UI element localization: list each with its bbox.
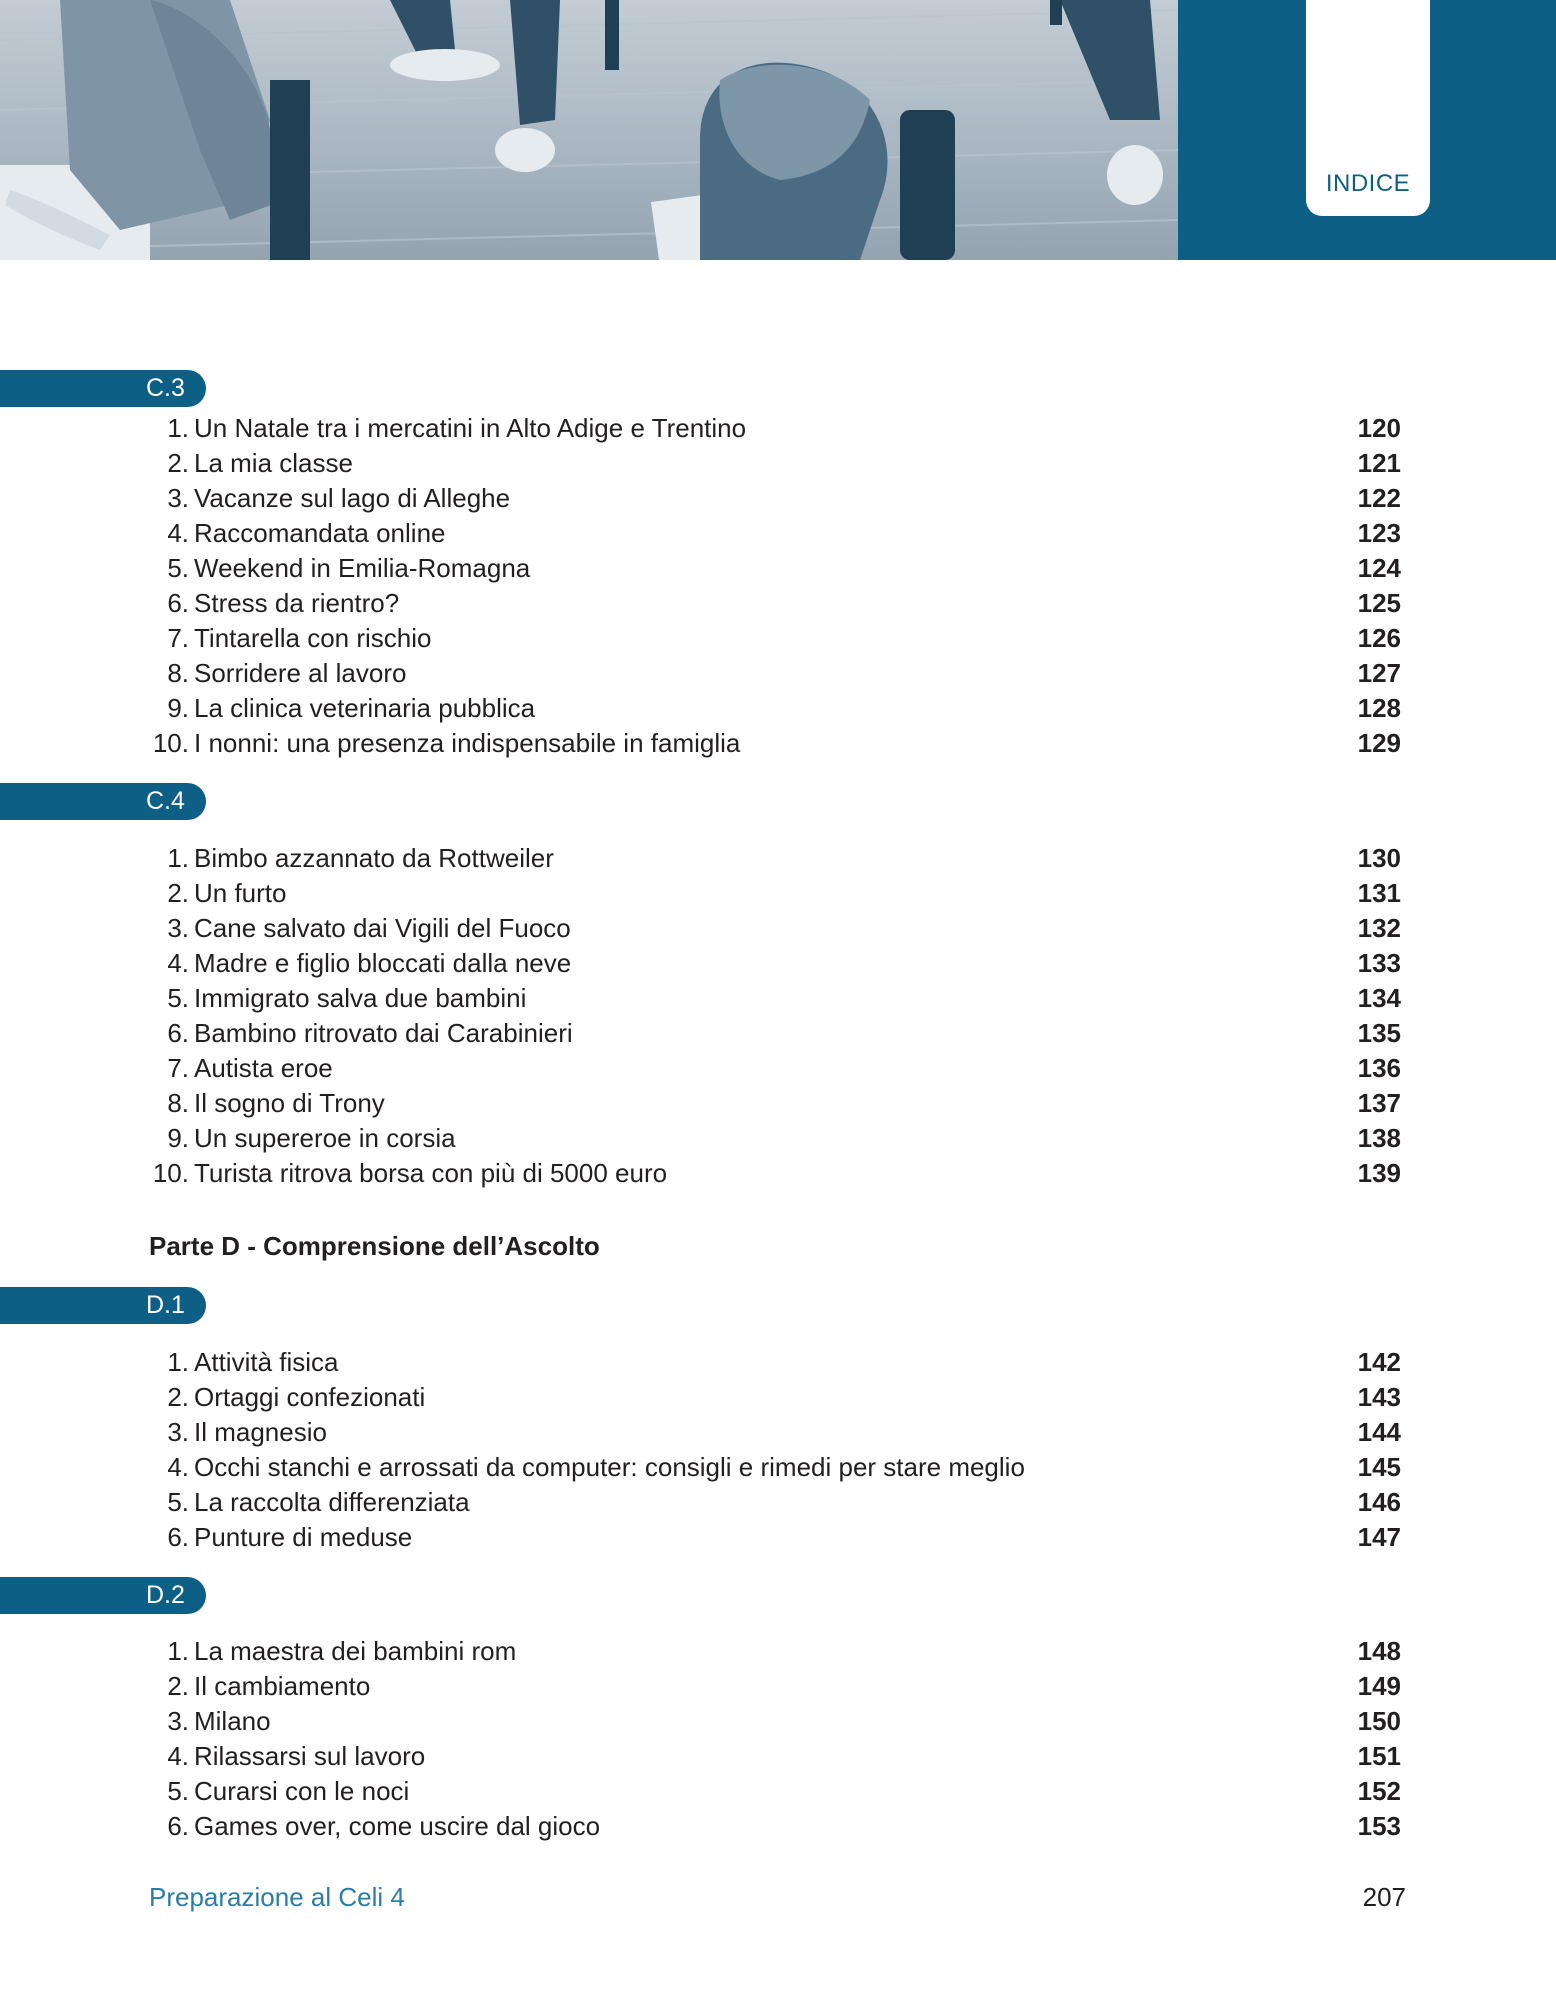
header-banner <box>0 0 1556 260</box>
toc-row[interactable] <box>145 1051 1401 1086</box>
footer-book-title: Preparazione al Celi 4 <box>149 1882 405 1912</box>
item-page: 120 <box>1357 413 1401 443</box>
toc-row[interactable] <box>145 841 1401 876</box>
item-title: Un Natale tra i mercatini in Alto Adige e Trentino <box>194 413 747 443</box>
item-page: 136 <box>1357 1053 1401 1083</box>
item-page: 124 <box>1357 553 1401 583</box>
toc-row[interactable] <box>145 691 1401 726</box>
item-title: Punture di meduse <box>194 1522 413 1552</box>
section-label: D.1 <box>146 1291 185 1319</box>
item-title: Vacanze sul lago di Alleghe <box>194 483 511 513</box>
item-page: 151 <box>1357 1741 1401 1771</box>
toc-row[interactable] <box>145 551 1401 586</box>
item-title: Sorridere al lavoro <box>194 658 407 688</box>
item-page: 149 <box>1357 1671 1401 1701</box>
toc-row[interactable] <box>145 656 1401 691</box>
item-number: 6. <box>167 1522 189 1552</box>
item-number: 1. <box>167 843 189 873</box>
index-tab-label: INDICE <box>1325 170 1411 197</box>
item-number: 3. <box>167 913 189 943</box>
toc-row[interactable] <box>145 586 1401 621</box>
item-title: Stress da rientro? <box>194 588 400 618</box>
toc-row[interactable] <box>145 1016 1401 1051</box>
item-title: Bambino ritrovato dai Carabinieri <box>194 1018 573 1048</box>
item-page: 144 <box>1357 1417 1401 1447</box>
toc-row[interactable] <box>145 1121 1401 1156</box>
item-title: Autista eroe <box>194 1053 333 1083</box>
item-number: 1. <box>167 1347 189 1377</box>
item-title: Il cambiamento <box>194 1671 371 1701</box>
item-number: 5. <box>167 1487 189 1517</box>
toc-row[interactable] <box>145 726 1401 761</box>
item-page: 142 <box>1357 1347 1401 1377</box>
item-page: 137 <box>1357 1088 1401 1118</box>
item-number: 10. <box>152 728 189 758</box>
item-title: La maestra dei bambini rom <box>194 1636 517 1666</box>
item-number: 7. <box>167 623 189 653</box>
toc-row[interactable] <box>145 1774 1401 1809</box>
item-page: 127 <box>1357 658 1401 688</box>
toc-row[interactable] <box>145 946 1401 981</box>
item-page: 125 <box>1357 588 1401 618</box>
item-title: Cane salvato dai Vigili del Fuoco <box>194 913 571 943</box>
item-page: 129 <box>1357 728 1401 758</box>
item-number: 6. <box>167 1018 189 1048</box>
toc-row[interactable] <box>145 876 1401 911</box>
item-title: Un furto <box>194 878 287 908</box>
toc-row[interactable] <box>145 911 1401 946</box>
item-number: 2. <box>167 448 189 478</box>
item-title: Immigrato salva due bambini <box>194 983 527 1013</box>
item-number: 4. <box>167 1452 189 1482</box>
item-title: La mia classe <box>194 448 353 478</box>
item-number: 5. <box>167 1776 189 1806</box>
item-number: 7. <box>167 1053 189 1083</box>
item-number: 4. <box>167 948 189 978</box>
toc-row[interactable] <box>145 481 1401 516</box>
toc-row[interactable] <box>145 1345 1401 1380</box>
item-page: 145 <box>1357 1452 1401 1482</box>
item-title: Il magnesio <box>194 1417 327 1447</box>
section-label: D.2 <box>146 1581 185 1609</box>
classroom-photo <box>0 0 1178 260</box>
section-label: C.4 <box>146 787 185 815</box>
item-number: 2. <box>167 1382 189 1412</box>
toc-row[interactable] <box>145 411 1401 446</box>
item-title: La clinica veterinaria pubblica <box>194 693 536 723</box>
section-label: C.3 <box>146 374 185 402</box>
item-number: 3. <box>167 483 189 513</box>
item-number: 4. <box>167 1741 189 1771</box>
item-page: 123 <box>1357 518 1401 548</box>
item-number: 2. <box>167 878 189 908</box>
item-number: 10. <box>152 1158 189 1188</box>
item-title: Occhi stanchi e arrossati da computer: consigli e rimedi per stare meglio <box>194 1452 1025 1482</box>
item-page: 150 <box>1357 1706 1401 1736</box>
item-page: 153 <box>1357 1811 1401 1841</box>
item-page: 147 <box>1357 1522 1401 1552</box>
item-page: 121 <box>1357 448 1401 478</box>
part-d-heading: Parte D - Comprensione dell’Ascolto <box>149 1231 600 1261</box>
toc-row[interactable] <box>145 981 1401 1016</box>
item-page: 138 <box>1357 1123 1401 1153</box>
item-page: 128 <box>1357 693 1401 723</box>
toc-row[interactable] <box>145 1380 1401 1415</box>
item-number: 3. <box>167 1706 189 1736</box>
item-title: La raccolta differenziata <box>194 1487 470 1517</box>
toc-row[interactable] <box>145 1704 1401 1739</box>
item-title: Ortaggi confezionati <box>194 1382 426 1412</box>
section-pill-d1 <box>0 1287 206 1324</box>
item-number: 1. <box>167 1636 189 1666</box>
item-number: 5. <box>167 553 189 583</box>
item-title: Il sogno di Trony <box>194 1088 385 1118</box>
item-title: Rilassarsi sul lavoro <box>194 1741 426 1771</box>
index-tab <box>1306 0 1430 216</box>
item-title: Bimbo azzannato da Rottweiler <box>194 843 554 873</box>
item-page: 134 <box>1357 983 1401 1013</box>
toc-row[interactable] <box>145 1086 1401 1121</box>
item-number: 8. <box>167 1088 189 1118</box>
section-pill-d2 <box>0 1577 206 1614</box>
item-number: 2. <box>167 1671 189 1701</box>
toc-row[interactable] <box>145 1634 1401 1669</box>
toc-row[interactable] <box>145 1415 1401 1450</box>
item-number: 6. <box>167 588 189 618</box>
item-page: 132 <box>1357 913 1401 943</box>
item-title: Milano <box>194 1706 271 1736</box>
item-number: 6. <box>167 1811 189 1841</box>
item-number: 3. <box>167 1417 189 1447</box>
toc-row[interactable] <box>145 1156 1401 1191</box>
item-page: 133 <box>1357 948 1401 978</box>
item-title: Curarsi con le noci <box>194 1776 410 1806</box>
item-page: 135 <box>1357 1018 1401 1048</box>
item-title: Turista ritrova borsa con più di 5000 euro <box>194 1158 668 1188</box>
item-title: Raccomandata online <box>194 518 446 548</box>
toc-row[interactable] <box>145 1669 1401 1704</box>
item-page: 139 <box>1357 1158 1401 1188</box>
item-number: 5. <box>167 983 189 1013</box>
item-page: 143 <box>1357 1382 1401 1412</box>
item-number: 9. <box>167 1123 189 1153</box>
section-pill-c4 <box>0 783 206 820</box>
toc-row[interactable] <box>145 1809 1401 1844</box>
toc-row[interactable] <box>145 446 1401 481</box>
item-number: 4. <box>167 518 189 548</box>
item-title: Tintarella con rischio <box>194 623 432 653</box>
item-page: 130 <box>1357 843 1401 873</box>
item-number: 1. <box>167 413 189 443</box>
section-pill-c3 <box>0 370 206 407</box>
toc-row[interactable] <box>145 1520 1401 1555</box>
toc-row[interactable] <box>145 1485 1401 1520</box>
item-page: 131 <box>1357 878 1401 908</box>
item-page: 152 <box>1357 1776 1401 1806</box>
item-title: Weekend in Emilia-Romagna <box>194 553 531 583</box>
toc-row[interactable] <box>145 1450 1401 1485</box>
item-page: 148 <box>1357 1636 1401 1666</box>
toc-row[interactable] <box>145 1739 1401 1774</box>
item-number: 9. <box>167 693 189 723</box>
footer-page-number: 207 <box>1362 1882 1406 1912</box>
students-writing-illustration <box>0 0 1178 260</box>
toc-row[interactable] <box>145 621 1401 656</box>
item-page: 126 <box>1357 623 1401 653</box>
item-title: I nonni: una presenza indispensabile in famiglia <box>194 728 741 758</box>
item-title: Un supereroe in corsia <box>194 1123 456 1153</box>
item-page: 122 <box>1357 483 1401 513</box>
toc-row[interactable] <box>145 516 1401 551</box>
item-title: Madre e figlio bloccati dalla neve <box>194 948 572 978</box>
item-number: 8. <box>167 658 189 688</box>
item-title: Games over, come uscire dal gioco <box>194 1811 601 1841</box>
item-title: Attività fisica <box>194 1347 339 1377</box>
item-page: 146 <box>1357 1487 1401 1517</box>
